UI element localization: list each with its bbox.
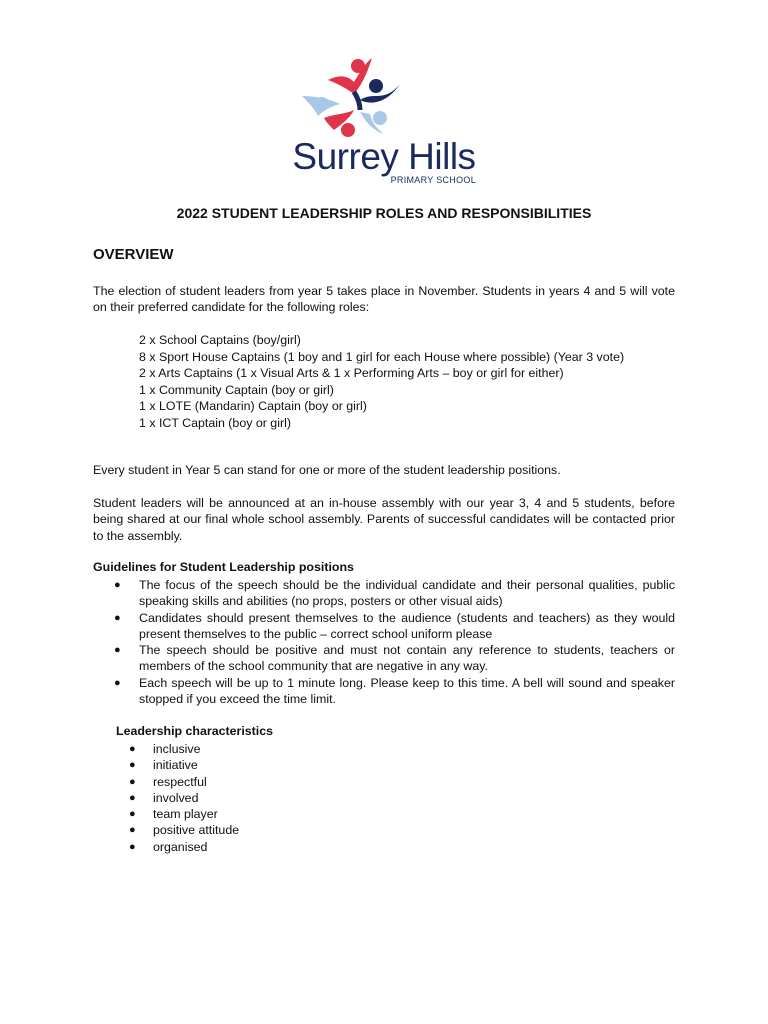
characteristic-item (116, 806, 239, 822)
characteristic-item (116, 757, 239, 773)
bullet-icon: ● (114, 676, 121, 689)
characteristics-list (116, 741, 239, 855)
guidelines-list (93, 577, 675, 707)
characteristic-text: involved (153, 790, 199, 805)
guideline-item (93, 577, 675, 610)
characteristic-item (116, 741, 239, 757)
bullet-icon: ● (129, 824, 136, 837)
logo-school-name: Surrey Hills (292, 136, 476, 177)
people-circle-emblem-icon (288, 52, 480, 142)
bullet-icon: ● (129, 791, 136, 804)
overview-intro: The election of student leaders from year 5 takes place in November. Students in years 4 and 5 will vote on their preferred candidate for the following roles: (93, 284, 675, 315)
characteristic-item (116, 790, 239, 806)
bullet-icon: ● (114, 579, 121, 591)
role-item: 2 x School Captains (boy/girl) (139, 333, 301, 347)
logo-subtitle: PRIMARY SCHOOL (390, 175, 476, 185)
guideline-item (93, 675, 675, 708)
bullet-icon: ● (114, 644, 121, 657)
bullet-icon: ● (129, 775, 136, 788)
bullet-icon: ● (129, 759, 136, 772)
characteristic-text: team player (153, 807, 218, 822)
characteristic-text: initiative (153, 758, 198, 773)
guideline-text: Candidates should present themselves to the audience (students and teachers) as they would present themselves to the public – correct school uniform please (139, 610, 675, 641)
bullet-icon: ● (129, 808, 136, 821)
guidelines-heading: Guidelines for Student Leadership positions (93, 560, 354, 574)
role-item: 8 x Sport House Captains (1 boy and 1 girl for each House where possible) (Year 3 vote) (139, 349, 625, 364)
guideline-text: Each speech will be up to 1 minute long. Please keep to this time. A bell will sound and speaker stopped if you exceed the time limit. (139, 675, 675, 707)
guideline-text: The speech should be positive and must not contain any reference to students, teachers or members of the school community that are negative in any way. (139, 643, 675, 674)
role-item: 1 x Community Captain (boy or girl) (139, 382, 334, 397)
document-title: 2022 STUDENT LEADERSHIP ROLES AND RESPONSIBILITIES (176, 205, 592, 221)
overview-heading: OVERVIEW (93, 246, 174, 263)
bullet-icon: ● (129, 743, 136, 755)
role-item: 1 x LOTE (Mandarin) Captain (boy or girl) (139, 399, 367, 413)
characteristics-heading: Leadership characteristics (116, 724, 274, 738)
guideline-item (93, 642, 675, 675)
characteristic-text: organised (153, 839, 208, 854)
role-item: 2 x Arts Captains (1 x Visual Arts & 1 x Performing Arts – boy or girl for either) (139, 366, 564, 380)
characteristic-item (116, 839, 239, 855)
school-logo (288, 52, 480, 188)
announcement-text: Student leaders will be announced at an in-house assembly with our year 3, 4 and 5 students, before being shared at our final whole school assembly. Parents of successful candidates will be contacted prior to the assembly. (93, 496, 675, 543)
roles-list (139, 332, 624, 431)
eligibility-text: Every student in Year 5 can stand for one or more of the student leadership positions. (93, 463, 561, 477)
characteristic-text: respectful (153, 774, 207, 789)
bullet-icon: ● (114, 611, 121, 624)
characteristic-text: inclusive (153, 742, 201, 756)
characteristic-item (116, 822, 239, 838)
guideline-text: The focus of the speech should be the individual candidate and their personal qualities, public speaking skills and abilities (no props, posters or other visual aids) (139, 578, 675, 609)
characteristic-text: positive attitude (153, 823, 240, 838)
bullet-icon: ● (129, 840, 136, 853)
role-item: 1 x ICT Captain (boy or girl) (139, 415, 291, 430)
guideline-item (93, 610, 675, 643)
characteristic-item (116, 774, 239, 790)
